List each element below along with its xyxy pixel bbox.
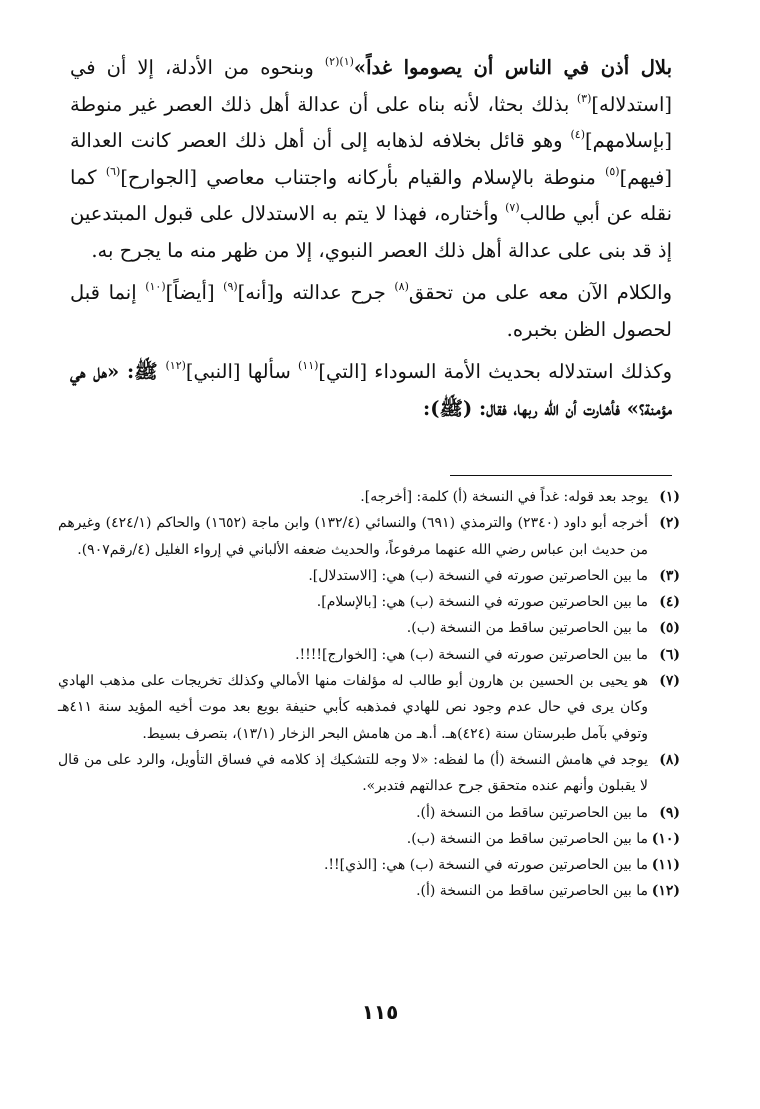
footnote-number: (١١) xyxy=(651,857,680,874)
footnote xyxy=(58,878,680,904)
footnote-number: (١) xyxy=(659,489,680,505)
hadith-quote: بلال أذن في الناس أن يصوموا غداً» xyxy=(353,56,672,79)
footnote-ref: (١٢) xyxy=(165,359,186,372)
paragraph xyxy=(70,275,672,348)
footnote xyxy=(58,484,680,510)
text-run: سألها [النبي] xyxy=(185,360,298,383)
footnote-text: يوجد بعد قوله: غداً في النسخة (أ) كلمة: [أخرجه]. xyxy=(360,489,648,505)
footnote xyxy=(58,589,680,615)
footnote-number: (٤) xyxy=(659,594,680,611)
text-run: وكذلك استدلاله بحديث الأمة السوداء [التي] xyxy=(318,360,672,383)
text-run: جرح عدالته و[أنه] xyxy=(237,281,395,304)
text-run: منوطة بالإسلام والقيام بأركانه واجتناب معاصي [الجوارح] xyxy=(120,165,606,189)
text-run: [أيضاً] xyxy=(165,281,224,304)
text-run: وأختاره، فهذا لا يتم به الاستدلال على قبول المبتدعين إذ قد بنى على عدالة أهل ذلك العصر النبوي، إلا من ظهر منه ما يجرح به. xyxy=(70,202,672,262)
footnote xyxy=(58,852,680,878)
footnote-number: (٢) xyxy=(659,515,680,532)
footnote-ref: (٨) xyxy=(394,280,409,293)
footnote xyxy=(58,826,680,852)
footnote xyxy=(58,668,680,747)
main-text xyxy=(70,50,672,427)
footnote-text: هو يحيى بن الحسين بن هارون أبو طالب له مؤلفات منها الأمالي وكذلك تخريجات على مذهب الهادي وكان يرى في حال عدم وجود نص للهادي فمذهبه كأبي حنيفة بويع بعد موت أخيه المؤيد سنة ٤١١هـ وتوفي بآمل طبرستان سنة (٤٢٤)هـ. أ.هـ من هامش البحر الزخار (١٣/١)، بتصرف بسيط. xyxy=(58,673,648,742)
footnote-text: ما بين الحاصرتين صورته في النسخة (ب) هي: [الخوارج]!!!!. xyxy=(295,646,648,663)
footnote-text: ما بين الحاصرتين صورته في النسخة (ب) هي: [الاستدلال]. xyxy=(308,567,648,584)
paragraph xyxy=(70,50,672,269)
footnote-divider xyxy=(450,475,672,476)
text-run: بذلك بحثا، لأنه بناه على أن عدالة أهل ذلك العصر غير منوطة [بإسلامهم] xyxy=(70,92,672,152)
footnote-number: (٥) xyxy=(659,620,680,637)
footnote-ref: (٦) xyxy=(105,164,121,178)
footnote-ref: (٥) xyxy=(605,164,620,178)
footnote-text: ما بين الحاصرتين صورته في النسخة (ب) هي: [الذي]!!. xyxy=(323,857,648,874)
text-run: كما نقله عن أبي طالب xyxy=(70,165,672,225)
footnote xyxy=(58,747,680,800)
paragraph xyxy=(70,354,672,427)
footnote-text: ما بين الحاصرتين ساقط من النسخة (أ). xyxy=(416,883,648,900)
text-run: وبنحوه من الأدلة، إلا أن في [استدلاله] xyxy=(70,56,672,116)
footnote-ref: (٤) xyxy=(570,128,586,141)
footnote-ref: (١)(٢) xyxy=(324,55,354,68)
footnote xyxy=(58,800,680,826)
footnote-ref: (١١) xyxy=(297,359,319,372)
footnote-number: (١٠) xyxy=(651,830,680,847)
footnote-number: (٣) xyxy=(659,567,680,584)
footnote-text: يوجد في هامش النسخة (أ) ما لفظه: «لا وجه للتشكيك إذ كلامه في فساق التأويل، والرد على من قال لا يقبلون وأنهم عنده متحقق جرح عدالتهم فتدبر». xyxy=(58,751,648,795)
hadith-quote: ﷺ: «هل هي مؤمنة؟» فأشارت أن الله ربها، فقال: (ﷺ): xyxy=(70,360,672,420)
footnote-ref: (٧) xyxy=(505,201,520,214)
footnote-text: ما بين الحاصرتين ساقط من النسخة (ب). xyxy=(406,620,648,637)
footnote-number: (١٢) xyxy=(651,883,680,900)
footnote-text: ما بين الحاصرتين ساقط من النسخة (ب). xyxy=(406,830,648,847)
page-number: ١١٥ xyxy=(361,1000,399,1024)
footnote-text: ما بين الحاصرتين ساقط من النسخة (أ). xyxy=(416,804,648,821)
footnote xyxy=(58,615,680,641)
text-run: إنما قبل لحصول الظن بخبره. xyxy=(70,281,672,341)
footnote xyxy=(58,642,680,668)
text-run: وهو قائل بخلافه لذهابه إلى أن أهل ذلك العصر كانت العدالة [فيهم] xyxy=(70,129,672,189)
footnotes xyxy=(58,484,680,905)
footnote-number: (٩) xyxy=(659,804,680,821)
footnote-ref: (١٠) xyxy=(145,280,166,293)
footnote-ref: (٣) xyxy=(576,91,592,105)
footnote-number: (٨) xyxy=(659,751,680,768)
footnote-text: ما بين الحاصرتين صورته في النسخة (ب) هي: [بالإسلام]. xyxy=(316,594,648,611)
footnote-ref: (٩) xyxy=(223,280,238,293)
footnote xyxy=(58,510,680,563)
text-run: والكلام الآن معه على من تحقق xyxy=(408,281,672,304)
footnote-text: أخرجه أبو داود (٢٣٤٠) والترمذي (٦٩١) والنسائي (١٣٢/٤) وابن ماجة (١٦٥٢) والحاكم (٤٢٤/١) وغيرهم من حديث ابن عباس رضي الله عنهما مرفوعاً، والحديث ضعفه الألباني في إرواء الغليل (٤/رقم٩٠٧). xyxy=(58,515,648,558)
footnote-number: (٧) xyxy=(659,673,680,690)
footnote-number: (٦) xyxy=(659,646,680,663)
footnote xyxy=(58,563,680,589)
